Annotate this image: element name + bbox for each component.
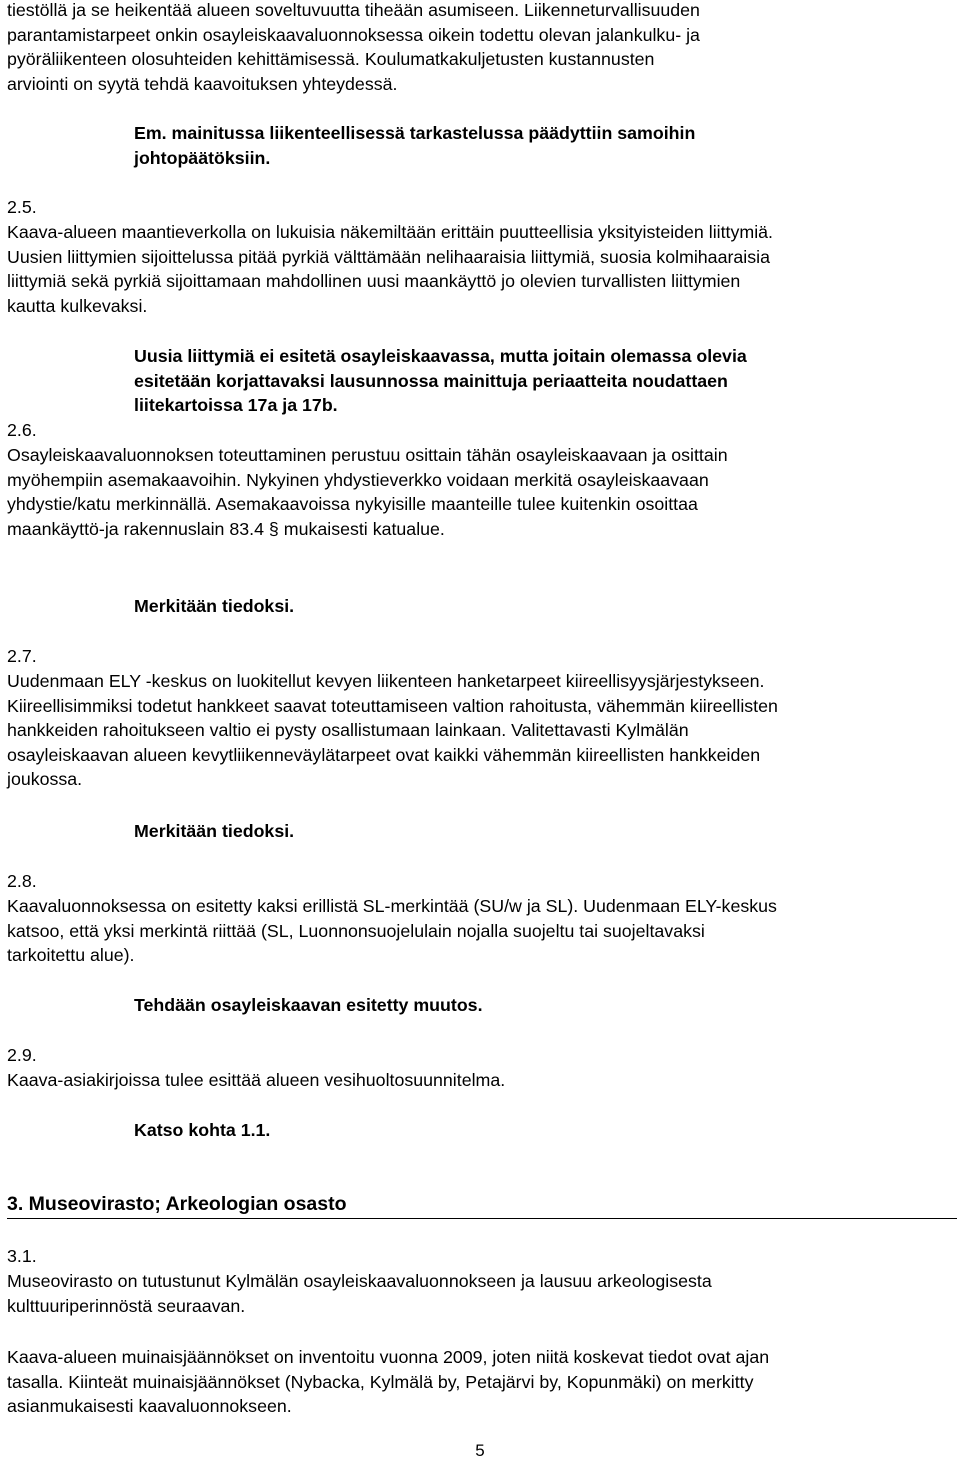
- response-line: Em. mainitussa liikenteellisessä tarkastelussa päädyttiin samoihin: [134, 123, 696, 143]
- item-2-8-number: 2.8.: [7, 871, 37, 891]
- item-2-6-number: 2.6.: [7, 420, 37, 440]
- text-line: liittymiä sekä pyrkiä sijoittamaan mahdollinen uusi maankäyttö jo olevien turvallisten liittymien: [7, 271, 741, 292]
- response-line: johtopäätöksiin.: [134, 147, 271, 168]
- item-2-7-number: 2.7.: [7, 646, 37, 666]
- top-paragraph: [7, 0, 700, 96]
- text-line: Uudenmaan ELY -keskus on luokitellut kevyen liikenteen hanketarpeet kiireellisyysjärjestykseen.: [7, 671, 765, 691]
- response-1: [134, 121, 695, 170]
- section-3-heading: 3. Museovirasto; Arkeologian osasto: [7, 1193, 347, 1215]
- text-line: pyöräliikenteen olosuhteiden kehittämisessä. Koulumatkakuljetusten kustannusten: [7, 49, 655, 70]
- text-line: tasalla. Kiinteät muinaisjäännökset (Nybacka, Kylmälä by, Petajärvi by, Kopunmäki) on merkitty: [7, 1371, 754, 1392]
- response-line: liitekartoissa 17a ja 17b.: [134, 395, 338, 416]
- item-2-9-response: Katso kohta 1.1.: [134, 1120, 271, 1140]
- response-line: esitetään korjattavaksi lausunnossa mainittuja periaatteita noudattaen: [134, 370, 728, 391]
- item-3-1-number: 3.1.: [7, 1246, 37, 1266]
- item-2-8-response: Tehdään osayleiskaavan esitetty muutos.: [134, 995, 483, 1015]
- text-line: joukossa.: [7, 769, 83, 790]
- item-2-7-body: [7, 669, 778, 792]
- text-line: Kaava-alueen muinaisjäännökset on inventoitu vuonna 2009, joten niitä koskevat tiedot ovat ajan: [7, 1347, 770, 1367]
- text-line: kulttuuriperinnöstä seuraavan.: [7, 1295, 246, 1316]
- page-number: 5: [475, 1441, 485, 1460]
- text-line: tiestöllä ja se heikentää alueen soveltuvuutta tiheään asumiseen. Liikenneturvallisuuden: [7, 0, 700, 20]
- text-line: Kaavaluonnoksessa on esitetty kaksi erillistä SL-merkintää (SU/w ja SL). Uudenmaan ELY-keskus: [7, 896, 777, 916]
- text-line: kautta kulkevaksi.: [7, 295, 148, 316]
- item-2-9-body: [7, 1068, 505, 1093]
- item-3-1-body: [7, 1269, 712, 1318]
- text-line: Kaava-asiakirjoissa tulee esittää alueen vesihuoltosuunnitelma.: [7, 1070, 506, 1090]
- text-line: tarkoitettu alue).: [7, 945, 135, 966]
- item-2-8-body: [7, 894, 777, 968]
- text-line: arviointi on syytä tehdä kaavoituksen yhteydessä.: [7, 73, 398, 94]
- item-2-6-response: Merkitään tiedoksi.: [134, 596, 295, 616]
- text-line: katsoo, että yksi merkintä riittää (SL, Luonnonsuojelulain nojalla suojeltu tai suojeltavaksi: [7, 920, 705, 941]
- text-line: Kaava-alueen maantieverkolla on lukuisia näkemiltään erittäin puutteellisia yksityisteiden liittymiä.: [7, 222, 773, 242]
- item-2-5-body: [7, 220, 773, 318]
- item-2-7-response: Merkitään tiedoksi.: [134, 821, 295, 841]
- text-line: parantamistarpeet onkin osayleiskaavaluonnoksessa oikein todettu olevan jalankulku- ja: [7, 24, 700, 45]
- text-line: yhdystie/katu merkinnällä. Asemakaavoissa nykyisille maanteille tulee kuitenkin osoittaa: [7, 494, 698, 515]
- item-2-6-body: [7, 443, 728, 541]
- text-line: Osayleiskaavaluonnoksen toteuttaminen perustuu osittain tähän osayleiskaavaan ja osittain: [7, 445, 728, 465]
- response-line: Uusia liittymiä ei esitetä osayleiskaavassa, mutta joitain olemassa olevia: [134, 346, 747, 366]
- item-2-5-number: 2.5.: [7, 197, 37, 217]
- text-line: asianmukaisesti kaavaluonnokseen.: [7, 1396, 292, 1417]
- text-line: Kiireellisimmiksi todetut hankkeet saavat toteuttamiseen valtion rahoitusta, vähemmän kiireellisten: [7, 695, 778, 716]
- text-line: Uusien liittymien sijoittelussa pitää pyrkiä välttämään nelihaaraisia liittymiä, suosia kolmihaaraisia: [7, 246, 770, 267]
- text-line: myöhempiin asemakaavoihin. Nykyinen yhdystieverkko voidaan merkitä osayleiskaavaan: [7, 469, 709, 490]
- section-3-paragraph: [7, 1345, 769, 1419]
- text-line: osayleiskaavan alueen kevytliikenneväylätarpeet ovat kaikki vähemmän kiireellisten hankkeiden: [7, 744, 761, 765]
- item-2-5-response: [134, 344, 747, 418]
- item-2-9-number: 2.9.: [7, 1045, 37, 1065]
- text-line: Museovirasto on tutustunut Kylmälän osayleiskaavaluonnokseen ja lausuu arkeologisesta: [7, 1271, 712, 1291]
- section-divider: [7, 1218, 957, 1219]
- text-line: hankkeiden rahoitukseen valtio ei pysty osallistumaan lainkaan. Valitettavasti Kylmälän: [7, 720, 689, 741]
- text-line: maankäyttö-ja rakennuslain 83.4 § mukaisesti katualue.: [7, 518, 445, 539]
